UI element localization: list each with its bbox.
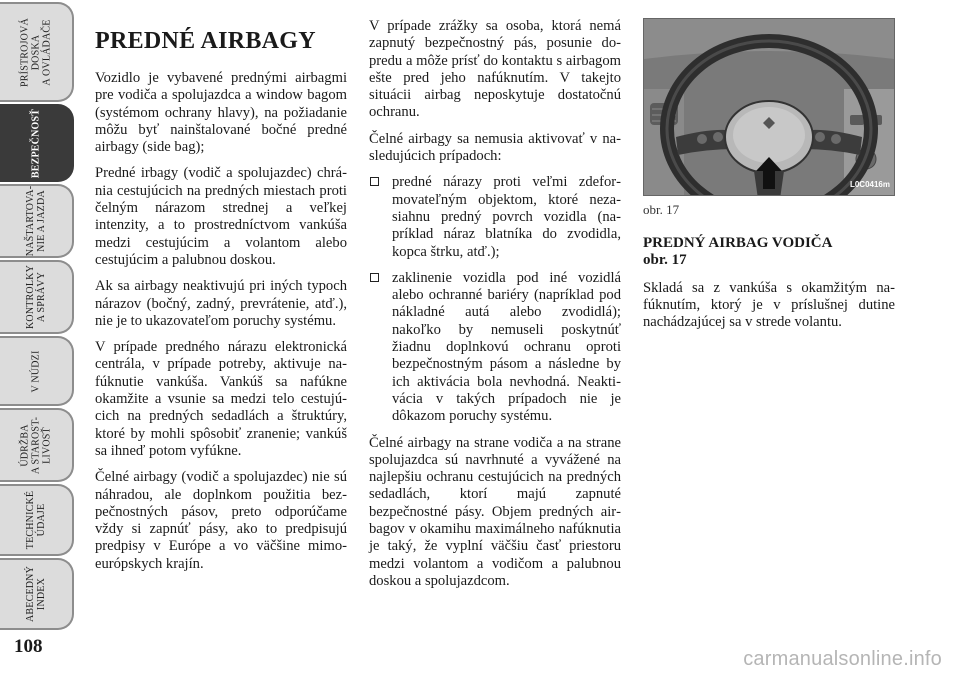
tab-v-nudzi[interactable]: V NÚDZI [0, 336, 74, 406]
tab-pristrojova-doska[interactable]: PRÍSTROJOVÁ DOSKA A OVLÁDAČE [0, 2, 74, 102]
list-item: zaklinenie vozidla pod iné vozidlá alebo ochranné bariéry (napríklad pod nákladné autá alebo zvodidlá); nakoľko by nemuseli poskytnúť žiadnu doplnkovú ochranu oproti bezpečnostným pásom a následne by ich aktivácia bola nevhodná. Neaktivácia v takých prípadoch nie je dôkazom poruchy systému. [369, 270, 621, 426]
paragraph: Vozidlo je vybavené prednými airbagmi pre vodiča a spolujazdca a window bagom (systémom ochrany hlavy), na požiadanie môžu byť nainštalované bočné predné airbagy (side bag); [95, 70, 347, 156]
figure-caption: obr. 17 [643, 202, 680, 217]
steering-wheel-illustration [644, 19, 894, 195]
figure-code: L0C0416m [849, 179, 890, 189]
tab-technicke-udaje[interactable]: TECHNICKÉ ÚDAJE [0, 484, 74, 556]
column-2 [369, 18, 621, 599]
watermark: carmanualsonline.info [743, 648, 942, 670]
tab-kontrolky-a-spravy[interactable]: KONTROLKY A SPRÁVY [0, 260, 74, 334]
paragraph: Predné irbagy (vodič a spolujazdec) chránia cestujúcich na predných miestach proti čelným nárazom strednej a veľkej intenzity, a to prostredníctvom vankúša medzi cestujúcim a volantom alebo cestujúcim a palubnou doskou. [95, 165, 347, 268]
paragraph: V prípade predného nárazu elektronická centrála, v prípade potreby, aktivuje nafúknutie vankúša. Vankúš sa nafúkne okamžite a vsunie sa medzi telo cestujúcich na predných sedadlách a štruktúry, ktoré by mohli spôsobiť zranenie; vankúš sa ihneď potom vyfúkne. [95, 339, 347, 459]
tab-nastartovanie-a-jazda[interactable]: NAŠTARTOVA- NIE A JAZDA [0, 184, 74, 258]
column-1 [95, 18, 347, 582]
paragraph: V prípade zrážky sa osoba, ktorá nemá zapnutý bezpečnostný pás, posunie dopredu a môže prísť do kontaktu s airbagom ešte pred jeho nafúknutím. V takejto situácii airbag neposkytuje dostatočnú ochranu. [369, 18, 621, 121]
paragraph: Čelné airbagy (vodič a spolujazdec) nie sú náhradou, ale doplnkom použitia bezpečnostných pásov, preto odporúčame vždy si zapnúť pásy, ako to predpisujú predpisy v Európe a vo väčšine mimoeurópskych krajín. [95, 469, 347, 572]
tab-bezpecnost[interactable]: BEZPEČNOSŤ [0, 104, 74, 182]
tab-abecedny-index[interactable]: ABECEDNÝ INDEX [0, 558, 74, 630]
tab-udrzba-a-starostlivost[interactable]: ÚDRŽBA A STAROST- LIVOSŤ [0, 408, 74, 482]
paragraph: Čelné airbagy sa nemusia aktivovať v nasledujúcich prípadoch: [369, 130, 621, 165]
list-item: predné nárazy proti veľmi zdeformovateľným objektom, ktoré nezasiahnu predný povrch vozidla (napríklad náraz blatníka do zvodidla, kopca štrku, atď.); [369, 174, 621, 260]
page-title: PREDNÉ AIRBAGY [95, 28, 316, 54]
steering-wheel-figure [643, 18, 895, 196]
section-heading: PREDNÝ AIRBAG VODIČA [643, 235, 833, 252]
paragraph: Skladá sa z vankúša s okamžitým nafúknutím, ktorý je v príslušnej dutine nachádzajúcej sa v strede volantu. [643, 279, 895, 331]
column-3 [643, 18, 895, 340]
checkbox-bullet-icon [370, 273, 379, 282]
figure-reference: obr. 17 [643, 252, 687, 269]
checkbox-bullet-icon [370, 177, 379, 186]
chapter-tabs [0, 0, 80, 640]
bullet-list [369, 174, 621, 425]
page-number: 108 [14, 636, 43, 657]
paragraph: Ak sa airbagy neaktivujú pri iných typoch nárazov (bočný, zadný, prevrátenie, atď.), nie je to ukazovateľom poruchy systému. [95, 278, 347, 329]
paragraph: Čelné airbagy na strane vodiča a na strane spolujazdca sú navrhnuté a vyvážené na najlepšiu ochranu cestujúcich na predných sedadlách, ktorí majú zapnuté bezpečnostné pásy. Objem predných airbagov v okamihu maximálneho nafúknutia je taký, že vyplní väčšiu časť priestoru medzi volantom a vodičom a palubnou doskou a spolujazdcom. [369, 434, 621, 589]
